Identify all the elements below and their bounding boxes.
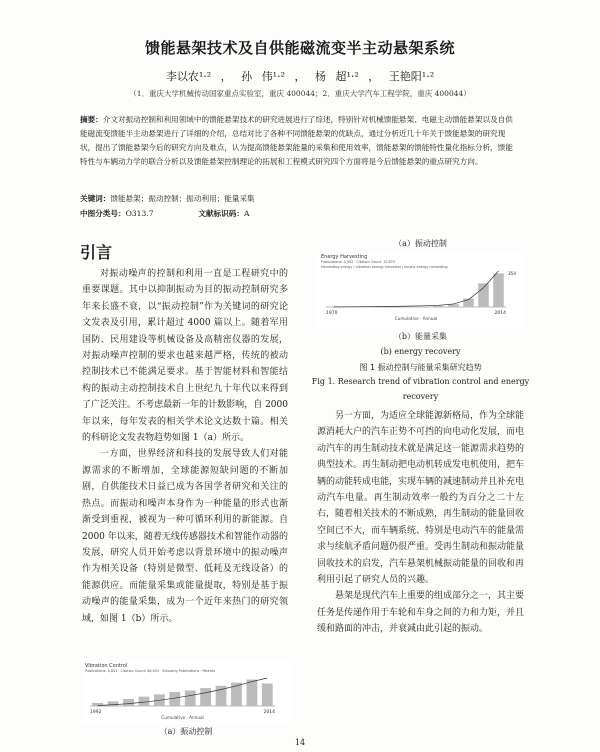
right-paragraph-2: 悬架是现代汽车上重要的组成部分之一，其主要任务是传递作用于车轮和车身之间的力和力矩，并且缓和路面的冲击，并衰减由此引起的振动。: [317, 591, 525, 635]
section-title: 引言: [80, 243, 113, 262]
left-paragraph-2: 一方面，世界经济和科技的发展导致人们对能源需求的不断增加，全球能源短缺问题的不断加剧，自供能技术日益已成为各国学者研究和关注的热点。而振动和噪声本身作为一种能量的形式也渐渐受到重视，被视为一种可循环利用的新能源。自 2000 年以来，随着无线传感器技术和智能作动器的发展，研究人员开始考虑以背景环境中的振动噪声作为相关设备（特别是微型、低耗及无线设备）的能源供应。而能量采集或能量提取，特别是基于振动噪声的能量采集，成为一个近年来热门的研究领域，如图 1（b）所示。: [82, 449, 288, 624]
doc-code-text: A: [243, 209, 250, 218]
figure-a-chart: [82, 662, 290, 724]
classification-text: O313.7: [125, 209, 154, 218]
left-column: [82, 266, 288, 627]
bar-1994: [418, 306, 429, 307]
affiliation: （1．重庆大学机械传动国家重点实验室，重庆 400044；2．重庆大学汽车工程学院，重庆 400044）: [129, 89, 471, 98]
cumulative-line: [98, 678, 268, 706]
bar-1998: [433, 306, 444, 307]
peak-label: 354: [508, 271, 516, 276]
abstract-text: 介文对振动控制和利用领域中的馈能悬架技术的研究进展进行了综述，特别针对机械馈能悬架、电磁主动馈能悬架以及自供能磁流变馈能半主动悬架进行了详细的介绍，总结对比了各种不同馈能悬架的优缺点，通过分析近几十年关于馈能悬架的研究现状，提出了馈能悬架今后的研究方向及难点，认为提高馈能悬架能量的采集和使用效率，馈能悬架的馈能特性量化指标分析，馈能特性与车辆动力学的联合分析以及馈能悬架控制理论的拓展和工程模式研究四个方面将是今后馈能悬架的重点研究方向。: [80, 115, 513, 166]
figure-a-plot: [82, 662, 290, 724]
keywords-text: 馈能悬架；振动控制；振动利用；能量采集: [110, 194, 255, 203]
x-start-label: 1970: [326, 311, 338, 316]
right-paragraph-1: 另一方面，为适应全球能源新格局，作为全球能源消耗大户的汽车正势不可挡的向电动化发展，而电动汽车的再生制动技术就是满足这一能源需求趋势的典型技术。再生制动把电动机转成发电机使用，把车辆的动能转成电能，实现车辆的减速制动并且补充电动汽车电量。再生制动效率一般约为百分之二十左右，随着相关技术的不断成熟，再生制动的能量回收空间已不大，而车辆系统、特别是电动汽车的能量需求与续航矛盾问题仍很严重。受再生制动和振动能量回收技术的启发，汽车悬架机械振动能量的回收和再利用引起了研究人员的兴趣。: [317, 411, 525, 586]
x-start-label: 1992: [90, 710, 102, 715]
legend-text: Cumulative · Annual: [161, 715, 204, 720]
abstract-label: 摘要：: [80, 115, 103, 124]
paper-title: 馈能悬架技术及自供能磁流变半主动悬架系统: [144, 39, 455, 57]
bar-2012: [246, 680, 257, 706]
figure-b-chart: [318, 253, 523, 329]
left-paragraph-1: 对振动噪声的控制和利用一直是工程研究中的重要课题。其中以抑制振动为目的振动控制研究多年来长盛不衰，以“振动控制”作为关键词的研究论文发表及引用，累计超过 4000 篇以上。随着军用国防、民用建设等机械设备及高精密仪器的发展，对振动噪声控制的要求也越来越严格，传统的被动控制技术已不能满足要求。基于智能材料和智能结构的振动主动控制技术自上世纪九十年代以来得到了广泛关注。不考虑最新一年的计数影响，自 2000 年以来，每年发表的相关学术论文达数十篇。相关的科研论文发表物趋势如图 1（a）所示。: [82, 269, 288, 444]
x-end-label: 2014: [263, 710, 275, 715]
abstract: [80, 113, 520, 169]
figure-a-caption-top: （a）振动控制: [394, 239, 447, 248]
bar-2006: [200, 688, 211, 706]
figure-b-caption-en: (b) energy recovery: [380, 347, 461, 356]
figure-caption-zh: 图 1 振动控制与能量采集研究趋势: [359, 363, 482, 372]
bar-2010: [478, 283, 489, 307]
figure-b-title: Energy Harvesting: [321, 254, 368, 260]
x-end-label: 2014: [494, 311, 506, 316]
doc-code-label: 文献标识码：: [198, 209, 244, 218]
right-column: [317, 408, 524, 638]
legend-text: Cumulative · Annual: [394, 316, 438, 321]
bar-2002: [169, 692, 180, 706]
authors: 李以农¹·² ， 孙 伟¹·² ， 杨 超¹·² ， 王艳阳¹·²: [165, 70, 435, 83]
bar-2014: [493, 273, 504, 307]
figure-b-subtitle: Publications: 4,942 · Citation Count: 10,870: [321, 260, 395, 264]
classification: [80, 208, 249, 219]
figure-caption-en-1: Fig 1. Research trend of vibration control and energy: [311, 377, 530, 386]
keywords: [80, 193, 255, 204]
bar-1998: [139, 697, 150, 706]
classification-label: 中图分类号：: [80, 209, 126, 218]
bar-2014: [262, 683, 273, 706]
bar-2004: [185, 690, 196, 706]
bar-1996: [123, 699, 134, 706]
figure-caption-en-2: recovery: [402, 392, 439, 401]
figure-a-title: Vibration Control: [85, 663, 128, 669]
figure-a-caption: （a）振动控制: [159, 727, 213, 736]
page-number: 14: [294, 738, 306, 747]
figure-a-subtitle: Publications: 4,831 · Citation Count: 48,453 · Scholarly Publications · Patents: [85, 669, 216, 673]
keywords-label: 关键词：: [80, 194, 111, 203]
figure-b-caption: （b）能量采集: [393, 332, 448, 341]
bar-1994: [108, 701, 119, 706]
figure-b-plot: [318, 253, 523, 329]
figure-b-subtitle-2: Harvesting energy / vibration energy harvester / kinetic energy harvesting: [321, 265, 448, 269]
